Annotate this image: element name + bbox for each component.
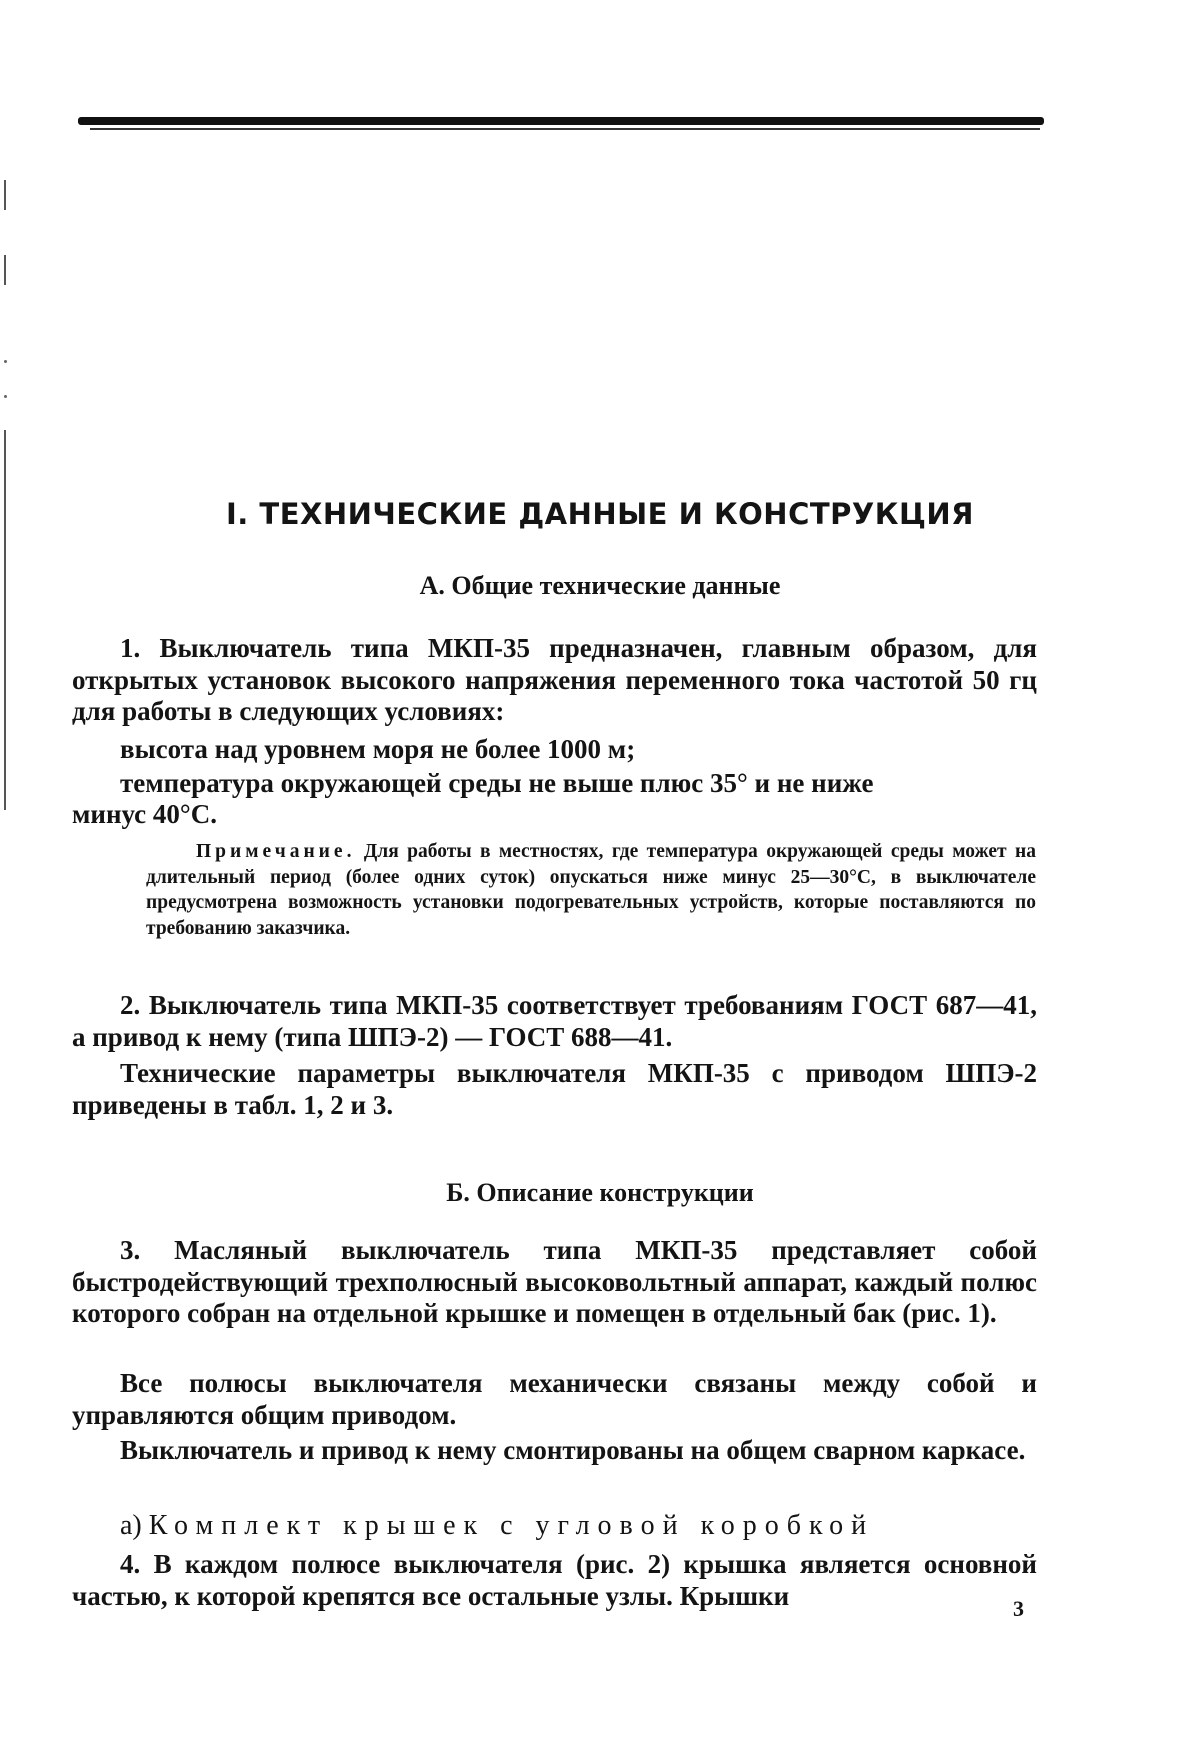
scan-edge-mark <box>4 180 6 210</box>
paragraph-1 <box>72 633 1037 728</box>
subsection-a-prefix: а) <box>120 1510 142 1541</box>
paragraph-4-text: 4. В каждом полюсе выключателя (рис. 2) крышка является основной частью, к которой крепятся все остальные узлы. Крышки <box>72 1549 1037 1611</box>
subsection-a-heading <box>120 1510 874 1542</box>
paragraph-1-text: 1. Выключатель типа МКП-35 предназначен, главным образом, для открытых установок высокого напряжения переменного тока частотой 50 гц для работы в следующих условиях: <box>72 633 1037 726</box>
paragraph-2b-text: Технические параметры выключателя МКП-35 с приводом ШПЭ-2 приведены в табл. 1, 2 и 3. <box>72 1058 1037 1120</box>
paragraph-3 <box>72 1235 1037 1330</box>
section-b-title: Б. Описание конструкции <box>446 1178 754 1207</box>
scan-edge-dot <box>4 360 7 363</box>
paragraph-3b-text: Все полюсы выключателя механически связаны между собой и управляются общим приводом. <box>72 1368 1037 1430</box>
page-number: 3 <box>1013 1596 1024 1621</box>
paragraph-3b <box>72 1368 1037 1431</box>
paragraph-4 <box>72 1549 1037 1612</box>
paragraph-3-text: 3. Масляный выключатель типа МКП-35 представляет собой быстродействующий трехполюсный высоковольтный аппарат, каждый полюс которого собран на отдельной крышке и помещен в отдельный бак (рис. 1). <box>72 1235 1037 1328</box>
condition-temperature: температура окружающей среды не выше плюс 35° и не ниже <box>120 768 874 798</box>
paragraph-2b <box>72 1058 1037 1121</box>
section-a-title: А. Общие технические данные <box>419 571 781 600</box>
paragraph-3c-text: Выключатель и привод к нему смонтированы на общем сварном каркасе. <box>120 1435 1026 1465</box>
condition-altitude: высота над уровнем моря не более 1000 м; <box>120 734 636 764</box>
paragraph-2 <box>72 990 1037 1053</box>
note-text: Для работы в местностях, где температура окружающей среды может на длительный период (более одних суток) опускаться ниже минус 25—30°С, в выключателе предусмотрена возможность установки подогревательных устройств, которые поставляются по требованию заказчика. <box>146 841 1036 939</box>
top-rule <box>78 117 1044 125</box>
paragraph-3c <box>72 1435 1037 1467</box>
scan-edge-dot <box>4 395 7 398</box>
chapter-title: I. ТЕХНИЧЕСКИЕ ДАННЫЕ И КОНСТРУКЦИЯ <box>226 497 974 531</box>
note <box>146 839 1036 941</box>
top-rule-underline <box>90 128 1040 130</box>
scan-edge-mark <box>4 255 6 285</box>
subsection-a-title: Комплект крышек с угловой коробкой <box>148 1510 875 1541</box>
condition-temperature-tail: минус 40°С. <box>72 799 217 829</box>
note-label: Примечание. <box>196 841 356 862</box>
paragraph-2-text: 2. Выключатель типа МКП-35 соответствует требованиям ГОСТ 687—41, а привод к нему (типа ШПЭ-2) — ГОСТ 688—41. <box>72 990 1037 1052</box>
scan-edge-mark <box>4 430 6 810</box>
